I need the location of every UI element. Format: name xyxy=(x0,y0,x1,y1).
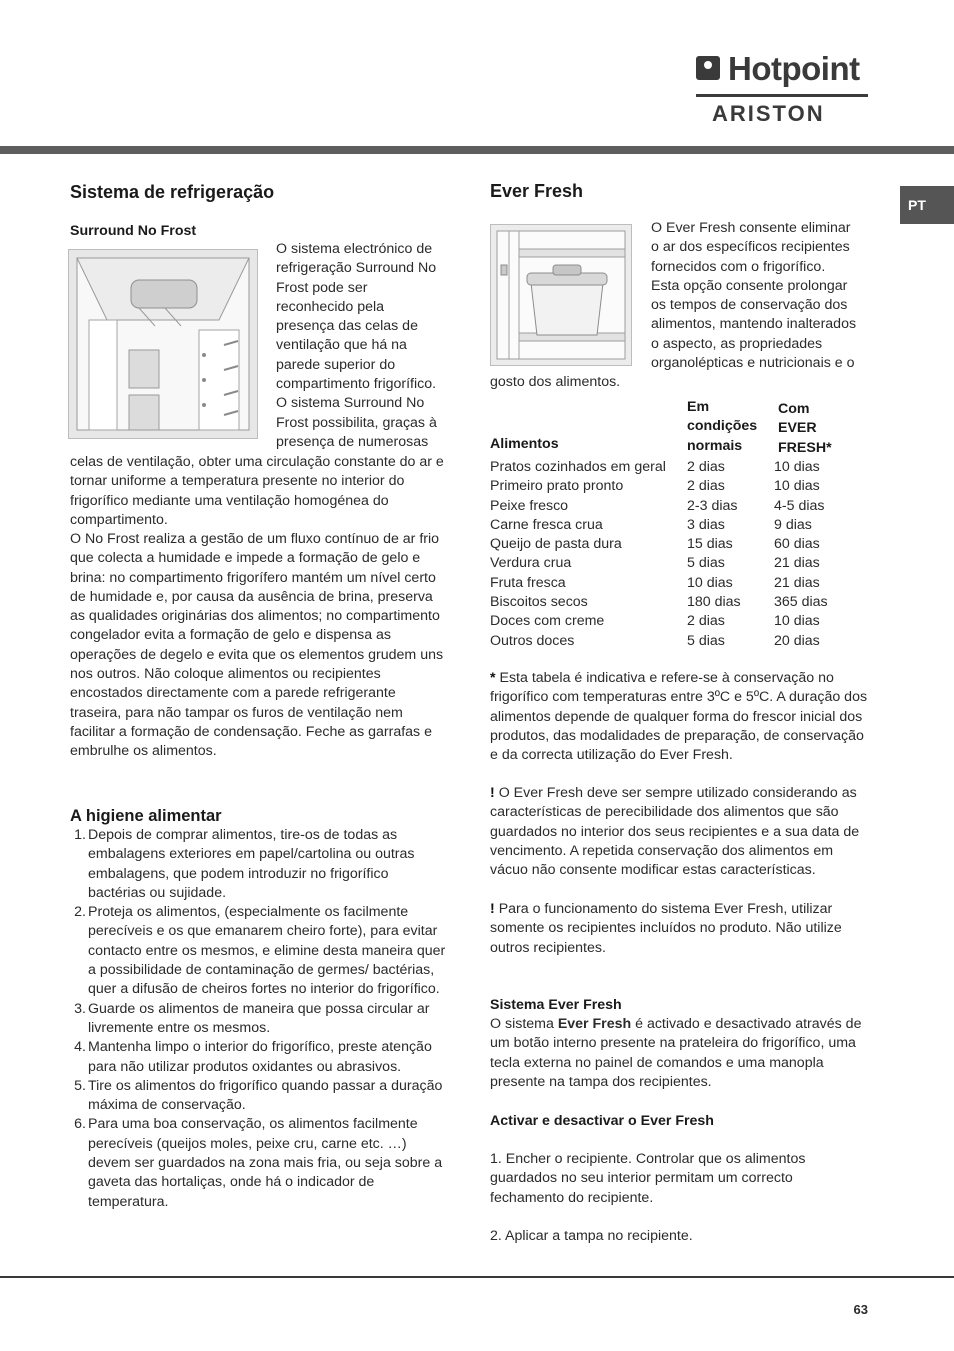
warning-text: O Ever Fresh deve ser sempre utilizado considerando as características de perecibilidade dos alimentos que são guardados no interior dos seus recipientes e a sua data de vencimento. A repetida conservação dos alimentos em vácuo não consente modificar estas características. xyxy=(490,785,860,879)
table-cell: 365 dias xyxy=(774,594,828,611)
list-text: Guarde os alimentos de maneira que possa circular ar livremente entre os mesmos. xyxy=(88,1000,430,1036)
system-text-pre: O sistema xyxy=(490,1016,554,1032)
list-item xyxy=(70,1115,446,1211)
warning-icon: ! xyxy=(490,901,495,917)
table-cell: 2 dias xyxy=(687,478,725,495)
ever-fresh-intro-continued: gosto dos alimentos. xyxy=(490,374,621,390)
text-line: refrigeração Surround No xyxy=(276,260,437,277)
system-text-post: é activado e desactivado através de um botão interno presente na prateleira do frigorífico, uma tecla externa no painel de comandos e uma manopla presente na tampa dos recipientes. xyxy=(490,1016,862,1090)
table-cell: 5 dias xyxy=(687,632,725,649)
table-row xyxy=(490,554,870,573)
brand-subname: ARISTON xyxy=(712,101,825,126)
text-line: Frost possibilita, graças à xyxy=(276,414,437,431)
text-line: O sistema electrónico de xyxy=(276,241,433,257)
warning-icon: ! xyxy=(490,785,495,801)
brand-name: Hotpoint xyxy=(728,50,860,87)
section-title-refrigeration: Sistema de refrigeração xyxy=(70,182,275,202)
warning-1 xyxy=(490,784,870,880)
table-row xyxy=(490,574,870,593)
table-cell: Queijo de pasta dura xyxy=(490,536,622,553)
table-cell: 20 dias xyxy=(774,632,820,649)
table-cell: 3 dias xyxy=(687,516,725,533)
table-cell: 2 dias xyxy=(687,613,725,630)
list-number: 2. xyxy=(74,904,86,921)
table-row xyxy=(490,458,870,477)
table-cell: 4-5 dias xyxy=(774,497,825,514)
list-number: 6. xyxy=(74,1116,86,1133)
table-cell: 21 dias xyxy=(774,555,820,572)
activate-title: Activar e desactivar o Ever Fresh xyxy=(490,1113,714,1129)
table-cell: 10 dias xyxy=(774,478,820,495)
header-line: EVER xyxy=(778,420,817,437)
table-cell: Pratos cozinhados em geral xyxy=(490,459,666,475)
text-line: presença das celas de xyxy=(276,318,418,335)
table-cell: 2 dias xyxy=(687,459,725,475)
hygiene-list xyxy=(70,826,446,1212)
surround-title: Surround No Frost xyxy=(70,223,197,239)
step-2: 2. Aplicar a tampa no recipiente. xyxy=(490,1228,693,1244)
hotpoint-logo-icon xyxy=(696,56,720,80)
text-line: o ar dos específicos recipientes xyxy=(651,239,850,256)
table-cell: Carne fresca crua xyxy=(490,516,603,533)
table-cell: Primeiro prato pronto xyxy=(490,478,624,495)
table-cell: 10 dias xyxy=(774,613,820,630)
text-line: O sistema Surround No xyxy=(276,395,425,412)
table-cell: Doces com creme xyxy=(490,613,605,630)
step-1: 1. Encher o recipiente. Controlar que os alimentos guardados no seu interior permitam um correcto fechamento do recipiente. xyxy=(490,1151,806,1206)
text-line: O Ever Fresh consente eliminar xyxy=(651,220,851,236)
footnote-asterisk: * xyxy=(490,670,496,686)
header-line: FRESH* xyxy=(778,439,832,456)
list-number: 4. xyxy=(74,1039,86,1056)
table-row xyxy=(490,612,870,631)
fridge-nofrost-icon xyxy=(69,250,257,438)
table-cell: 9 dias xyxy=(774,516,812,533)
list-text: Para uma boa conservação, os alimentos facilmente perecíveis (queijos moles, peixe cru, carne etc. …) devem ser guardados na zona mais fria, ou seja sobre a gaveta das hortaliças, onde há o indicador de temperatura. xyxy=(88,1116,443,1210)
list-number: 1. xyxy=(74,827,86,843)
table-cell: Outros doces xyxy=(490,632,575,649)
table-row xyxy=(490,593,870,612)
header-line: Em xyxy=(687,399,710,415)
text-line: Esta opção consente prolongar xyxy=(651,277,848,294)
list-number: 5. xyxy=(74,1077,86,1094)
ever-fresh-intro xyxy=(651,219,875,373)
table-cell: 10 dias xyxy=(774,459,820,475)
text-line: parede superior do xyxy=(276,356,396,373)
system-paragraph xyxy=(490,1015,870,1092)
list-number: 3. xyxy=(74,1000,86,1017)
surround-continued: celas de ventilação, obter uma circulação constante do ar e tornar uniforme a temperatura presente no interior do frigorífico mediante uma ventilação homogénea do compartimento. xyxy=(70,454,444,528)
page-number: 63 xyxy=(853,1302,868,1317)
list-item xyxy=(70,903,446,999)
section-title-ever-fresh: Ever Fresh xyxy=(490,181,584,201)
table-cell: 2-3 dias xyxy=(687,497,738,514)
table-cell: 180 dias xyxy=(687,594,741,611)
list-item xyxy=(70,1038,446,1077)
conservation-table xyxy=(490,398,870,651)
header-line: Com xyxy=(778,401,810,417)
footnote-text: Esta tabela é indicativa e refere-se à conservação no frigorífico com temperaturas entre 3ºC e 5ºC. A duração dos alimentos depende de qualquer forma do frescor inicial dos produtos, das modalidades de preparação, de conservação e da correcta utilização do Ever Fresh. xyxy=(490,670,868,764)
table-cell: 60 dias xyxy=(774,536,820,553)
table-row xyxy=(490,477,870,496)
table-cell: 5 dias xyxy=(687,555,725,572)
table-footnote xyxy=(490,669,870,765)
text-line: os tempos de conservação dos xyxy=(651,297,848,314)
surround-text xyxy=(276,240,448,452)
header-line: condições xyxy=(687,418,758,435)
list-text: Proteja os alimentos, (especialmente os facilmente perecíveis e os que emanarem cheiro forte), para evitar contacto entre os mesmos, e elimine desta maneira quer a possibilidade de contaminação de germes/ bactérias, quer a difusão de cheiros fortes no interior do frigorífico. xyxy=(88,904,446,998)
list-text: Depois de comprar alimentos, tire-os de todas as embalagens exteriores em papel/cartolina ou outras embalagens, que podem introduzir no frigorífico bactérias ou sujidade. xyxy=(88,827,415,901)
table-header-normal xyxy=(687,398,773,456)
text-line: Frost pode ser xyxy=(276,279,368,296)
table-row xyxy=(490,497,870,516)
text-line: ventilação que há na xyxy=(276,337,407,354)
language-tab: PT xyxy=(900,186,954,224)
text-line: fornecidos com o frigorífico. xyxy=(651,258,826,275)
table-header-foods: Alimentos xyxy=(490,435,559,452)
ever-fresh-container-illustration xyxy=(490,224,632,366)
text-line: compartimento frigorífico. xyxy=(276,376,437,393)
footer-rule xyxy=(0,1276,954,1278)
system-text-bold: Ever Fresh xyxy=(557,1016,632,1032)
warning-2 xyxy=(490,900,870,958)
table-header-ever-fresh xyxy=(778,400,858,458)
list-item xyxy=(70,1077,446,1116)
ever-fresh-container-icon xyxy=(491,225,631,365)
table-cell: 10 dias xyxy=(687,574,733,591)
header-bar xyxy=(0,146,954,154)
table-row xyxy=(490,516,870,535)
hygiene-title: A higiene alimentar xyxy=(70,807,222,825)
table-cell: Verdura crua xyxy=(490,555,572,572)
text-line: presença de numerosas xyxy=(276,433,429,450)
table-header xyxy=(490,398,870,458)
table-cell: 15 dias xyxy=(687,536,733,553)
warning-text: Para o funcionamento do sistema Ever Fresh, utilizar somente os recipientes incluídos no produto. Não utilize outros recipientes. xyxy=(490,901,842,956)
fridge-interior-illustration xyxy=(68,249,258,439)
list-text: Tire os alimentos do frigorífico quando passar a duração máxima de conservação. xyxy=(88,1077,443,1114)
table-row xyxy=(490,535,870,554)
table-cell: Biscoitos secos xyxy=(490,594,588,611)
text-line: organolépticas e nutricionais e o xyxy=(651,355,855,372)
header-line: normais xyxy=(687,437,743,454)
table-cell: Peixe fresco xyxy=(490,497,569,514)
brand-logo xyxy=(694,50,870,126)
table-row xyxy=(490,632,870,651)
list-item xyxy=(70,826,446,903)
text-line: reconhecido pela xyxy=(276,298,385,315)
text-line: alimentos, mantendo inalterados xyxy=(651,316,857,333)
system-title: Sistema Ever Fresh xyxy=(490,997,622,1013)
list-item xyxy=(70,1000,446,1039)
table-cell: Fruta fresca xyxy=(490,574,566,591)
list-text: Mantenha limpo o interior do frigorífico, preste atenção para não utilizar produtos oxidantes ou abrasivos. xyxy=(88,1039,432,1075)
nofrost-paragraph: O No Frost realiza a gestão de um fluxo contínuo de ar frio que colecta a humidade e impede a formação de gelo e brina: no compartimento frigorífero mantém um nível certo de humidade e, por causa da ausência de brina, preserva as qualidades originárias dos alimentos; no compartimento congelador evita a formação de gelo e dispensa as operações de degelo e evita que os elementos grudem uns nos outros. Não coloque alimentos ou recipientes encostados directamente com a parede refrigerante traseira, para não tampar os furos de ventilação nem facilitar a formação de condensação. Feche as garrafas e embrulhe os alimentos. xyxy=(70,531,444,760)
text-line: o aspecto, as propriedades xyxy=(651,335,823,352)
logo-divider xyxy=(696,94,868,97)
table-cell: 21 dias xyxy=(774,574,820,591)
